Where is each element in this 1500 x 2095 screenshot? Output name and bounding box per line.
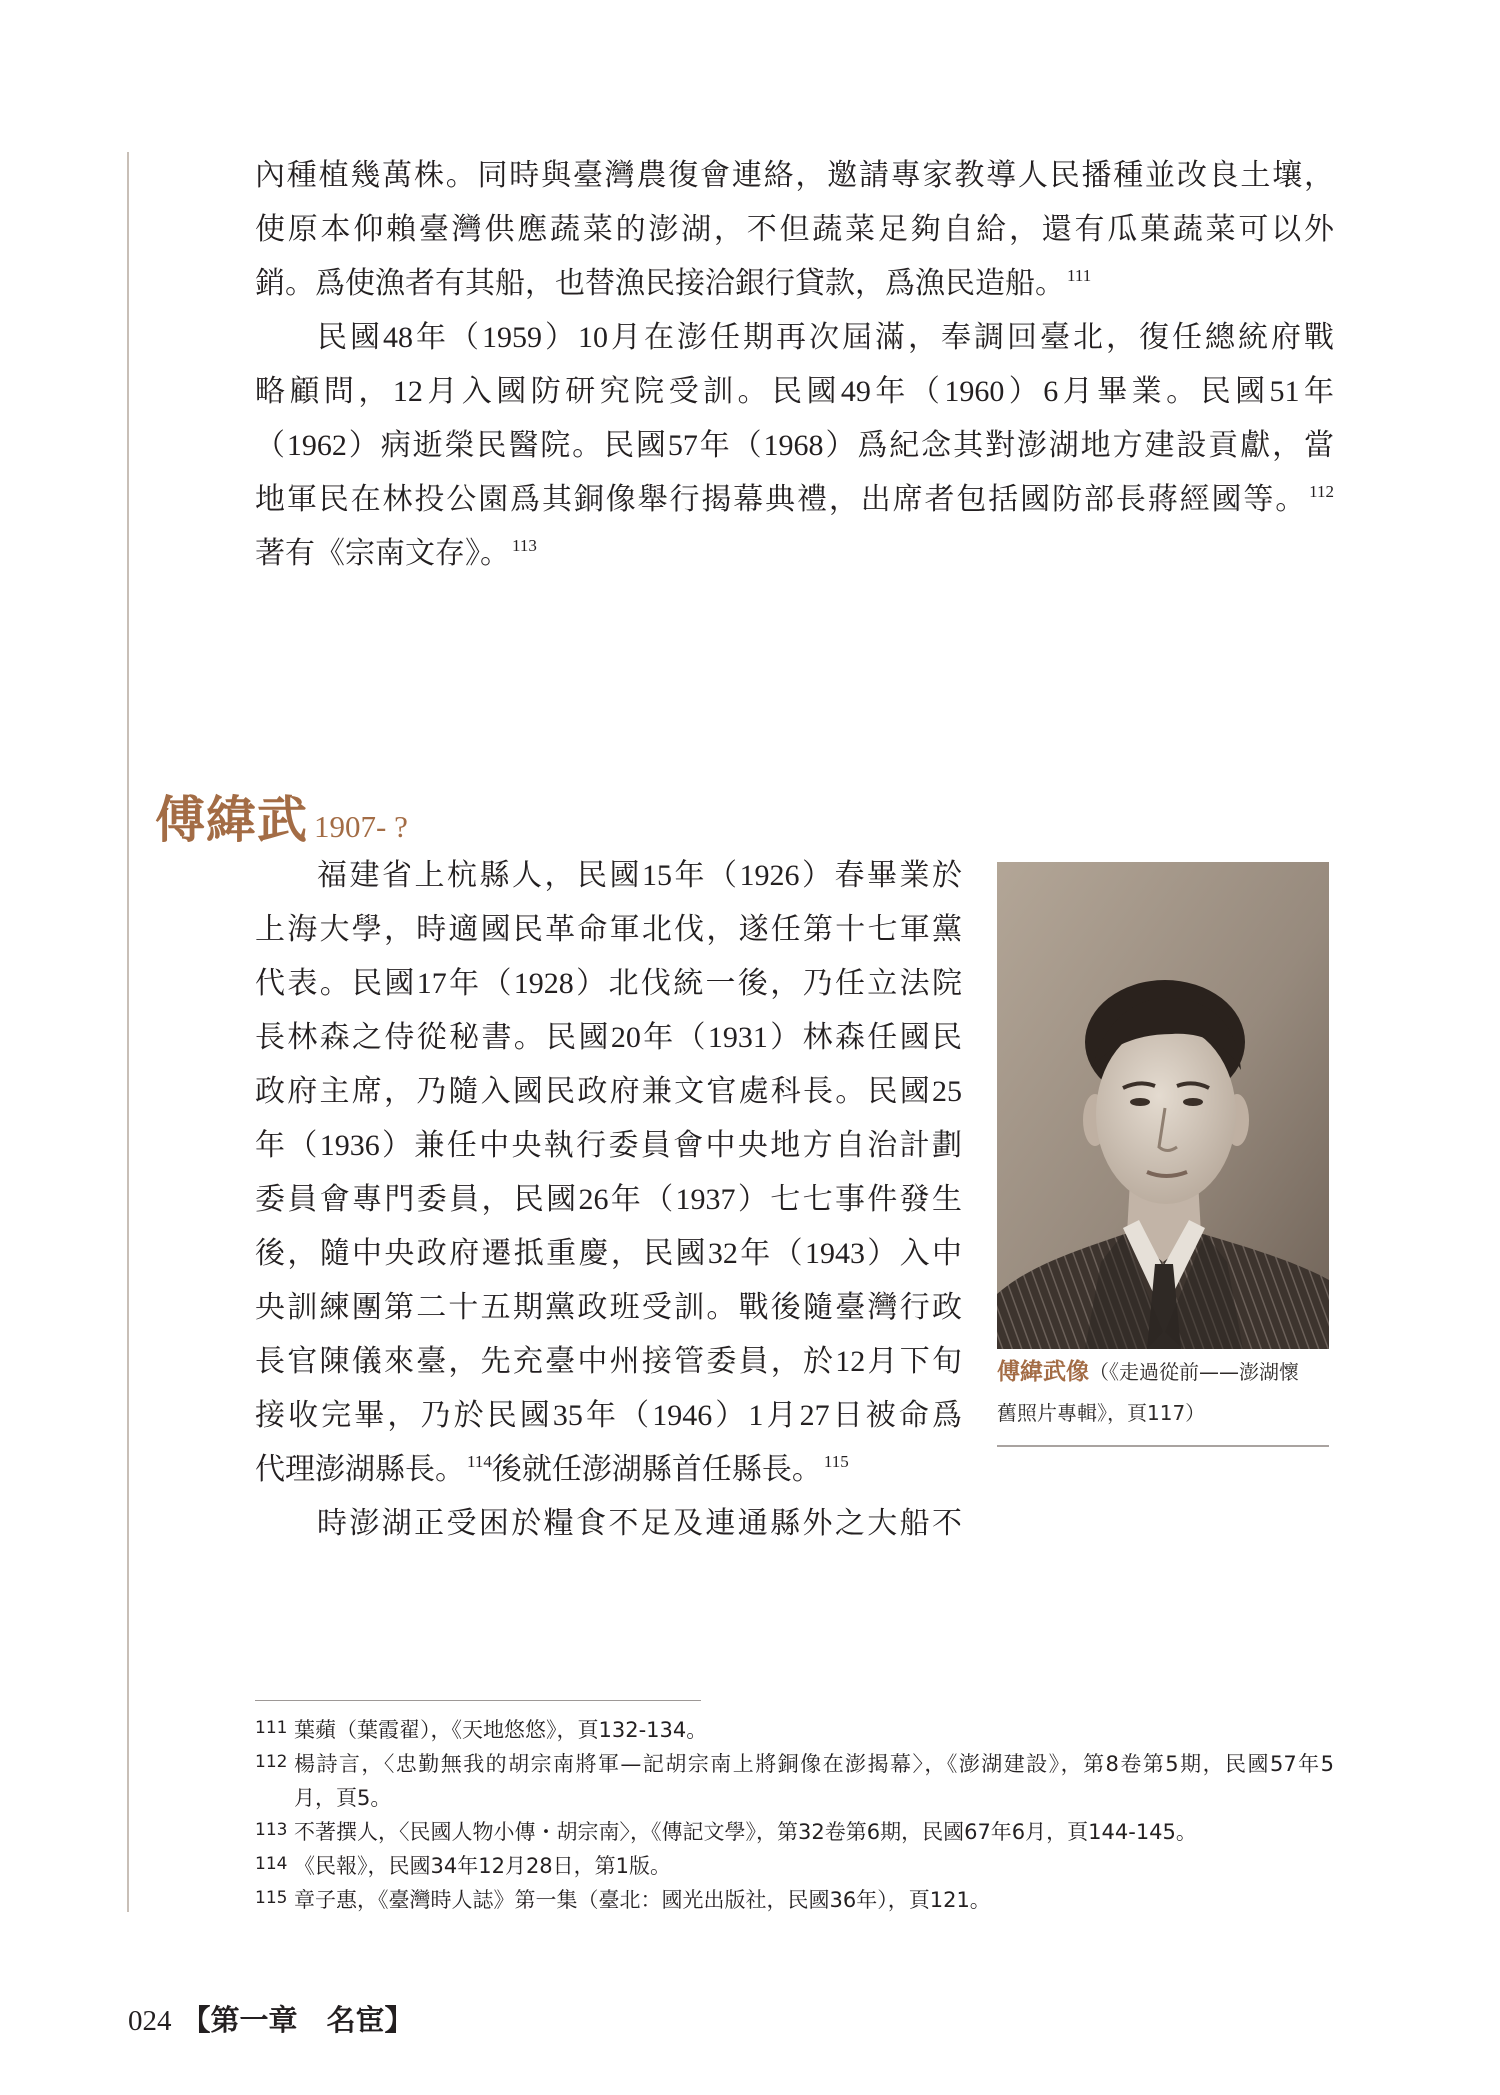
body-line [255, 257, 1334, 311]
footnote-text: 楊詩言，〈忠勤無我的胡宗南將軍—記胡宗南上將銅像在澎揭幕〉，《澎湖建設》，第8卷第5期，民國57年5 [294, 1752, 1334, 1776]
section-heading [155, 788, 408, 852]
footnote [255, 1849, 1334, 1883]
caption-line [997, 1352, 1337, 1393]
footnote [255, 1815, 1334, 1849]
biography-text [255, 849, 962, 1551]
body-line [255, 1443, 962, 1497]
person-name: 傅緯武 [155, 792, 308, 848]
body-line: 時澎湖正受困於糧食不足及連通縣外之大船不 [317, 1507, 962, 1540]
portrait-photo [997, 862, 1329, 1349]
footnote [255, 1747, 1334, 1815]
footnote-number: 114 [255, 1854, 288, 1874]
footnote-number: 113 [255, 1820, 288, 1840]
caption-title: 傅緯武像 [997, 1359, 1089, 1385]
body-line-text: 地軍民在林投公園爲其銅像舉行揭幕典禮，出席者包括國防部長蔣經國等。 [255, 483, 1308, 516]
footnote-text: 葉蘋（葉霞翟），《天地悠悠》，頁132-134。 [294, 1718, 708, 1742]
body-line: 委員會專門委員，民國26年（1937）七七事件發生 [255, 1183, 962, 1216]
body-line: 央訓練團第二十五期黨政班受訓。戰後隨臺灣行政 [255, 1291, 962, 1324]
footnote-text: 《民報》，民國34年12月28日，第1版。 [294, 1854, 672, 1878]
body-line: 年（1936）兼任中央執行委員會中央地方自治計劃 [255, 1129, 962, 1162]
photo-caption [997, 1352, 1337, 1434]
body-line: 使原本仰賴臺灣供應蔬菜的澎湖，不但蔬菜足夠自給，還有瓜菓蔬菜可以外 [255, 213, 1334, 246]
footnote-divider [255, 1700, 701, 1701]
footnote [255, 1713, 1334, 1747]
footnote-text: 章子惠，《臺灣時人誌》第一集（臺北：國光出版社，民國36年），頁121。 [294, 1888, 991, 1912]
body-line: （1962）病逝榮民醫院。民國57年（1968）爲紀念其對澎湖地方建設貢獻，當 [255, 429, 1334, 462]
footnote-number: 112 [255, 1752, 288, 1772]
margin-rule [127, 152, 129, 1912]
body-line: 內種植幾萬株。同時與臺灣農復會連絡，邀請專家教導人民播種並改良土壤， [255, 159, 1334, 192]
continued-text [255, 149, 1334, 581]
footnote-ref: 115 [823, 1452, 849, 1471]
body-line [255, 473, 1334, 527]
body-line: 政府主席，乃隨入國民政府兼文官處科長。民國25 [255, 1075, 962, 1108]
footnote-text: 不著撰人，〈民國人物小傳・胡宗南〉，《傳記文學》，第32卷第6期，民國67年6月，頁144-145。 [294, 1820, 1197, 1844]
body-line-text: 著有《宗南文存》。 [255, 537, 510, 570]
footnote-number: 115 [255, 1888, 288, 1908]
footnote-ref: 111 [1067, 266, 1092, 285]
body-line: 長官陳儀來臺，先充臺中州接管委員，於12月下旬 [255, 1345, 962, 1378]
body-line: 福建省上杭縣人，民國15年（1926）春畢業於 [317, 859, 962, 892]
footnote-number: 111 [255, 1718, 288, 1738]
body-line-text: 銷。爲使漁者有其船，也替漁民接洽銀行貸款，爲漁民造船。 [255, 267, 1065, 300]
footnote-ref: 114 [467, 1452, 492, 1471]
footnote-ref: 113 [512, 536, 537, 555]
body-line-text: 後就任澎湖縣首任縣長。 [491, 1453, 822, 1486]
left-eye [1130, 1098, 1150, 1106]
body-line: 略顧問，12月入國防研究院受訓。民國49年（1960）6月畢業。民國51年 [255, 375, 1334, 408]
footnote [255, 1883, 1334, 1917]
footnote-text: 月，頁5。 [294, 1786, 392, 1810]
page-footer [128, 2001, 414, 2041]
caption-line: 舊照片專輯》，頁117） [997, 1401, 1206, 1425]
person-years: 1907- ? [314, 809, 408, 844]
body-line [255, 527, 1334, 581]
body-line: 民國48年（1959）10月在澎任期再次屆滿，奉調回臺北，復任總統府戰 [317, 321, 1334, 354]
body-line-text: 代理澎湖縣長。 [255, 1453, 465, 1486]
page-number: 024 [128, 2005, 172, 2037]
body-line: 上海大學，時適國民革命軍北伐，遂任第十七軍黨 [255, 913, 962, 946]
chapter-label: 【第一章 名宦】 [181, 2005, 414, 2037]
footnote-ref: 112 [1309, 482, 1334, 501]
footnotes [255, 1713, 1334, 1917]
body-line: 後，隨中央政府遷抵重慶，民國32年（1943）入中 [255, 1237, 962, 1270]
caption-divider [997, 1445, 1329, 1447]
body-line: 代表。民國17年（1928）北伐統一後，乃任立法院 [255, 967, 962, 1000]
body-line: 接收完畢，乃於民國35年（1946）1月27日被命爲 [255, 1399, 962, 1432]
caption-source: （《走過從前——澎湖懷 [1089, 1360, 1299, 1384]
right-eye [1183, 1098, 1203, 1106]
body-line: 長林森之侍從秘書。民國20年（1931）林森任國民 [255, 1021, 962, 1054]
